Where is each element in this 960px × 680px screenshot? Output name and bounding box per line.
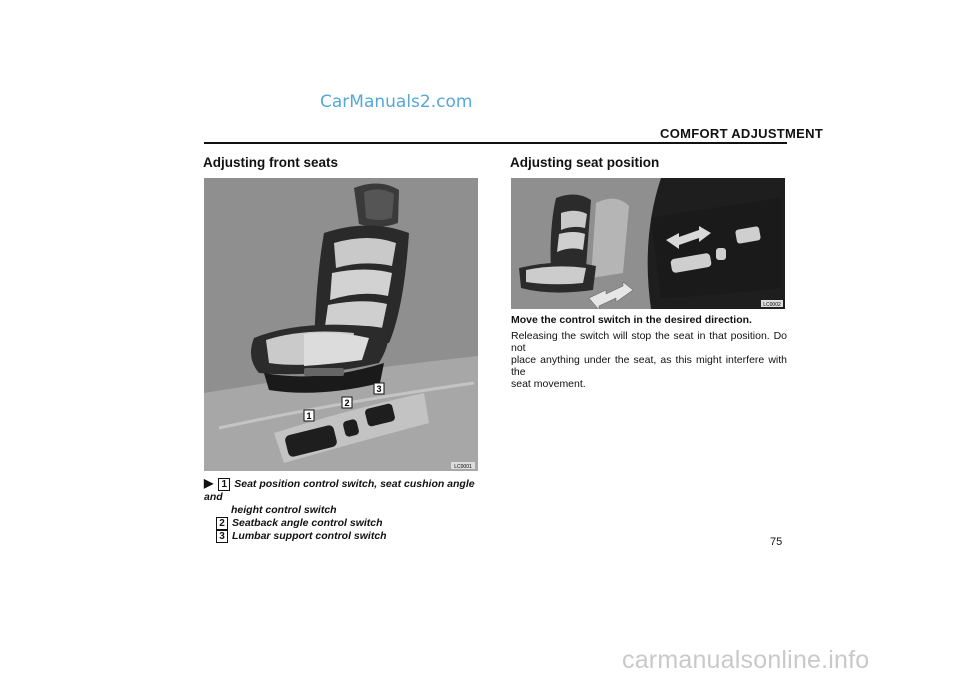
left-captions (204, 477, 484, 543)
svg-text:3: 3 (376, 384, 382, 394)
left-heading: Adjusting front seats (203, 155, 339, 170)
watermark-bottom: carmanualsonline.info (622, 646, 870, 674)
caption-2: 2 Seatback angle control switch (204, 517, 484, 530)
section-title: COMFORT ADJUSTMENT (660, 126, 824, 141)
callout-3 (374, 383, 384, 394)
right-figure-code: LC0002 (763, 302, 781, 308)
svg-text:1: 1 (306, 411, 312, 421)
seat-position-illustration (511, 178, 785, 309)
caption-1: ▶ 1 Seat position control switch, seat cushion angle and (204, 476, 475, 503)
pointer-arrow-icon: ▶ (204, 476, 214, 490)
left-figure-code: LC0001 (454, 464, 472, 470)
header-rule (204, 142, 787, 144)
watermark-top: CarManuals2.com (320, 92, 473, 112)
caption-1-continued: height control switch (231, 504, 337, 516)
right-heading: Adjusting seat position (510, 155, 660, 170)
front-seat-illustration (204, 178, 478, 471)
body-paragraph: Releasing the switch will stop the seat in that position. Do not place anything under the seat, as this might interfere with the seat movement. (511, 330, 787, 390)
instruction: Move the control switch in the desired direction. (511, 314, 752, 326)
caption-3: 3 Lumbar support control switch (204, 530, 484, 543)
svg-text:2: 2 (344, 398, 350, 408)
callout-1 (304, 410, 314, 421)
page-number: 75 (770, 536, 783, 548)
callout-2 (342, 397, 352, 408)
